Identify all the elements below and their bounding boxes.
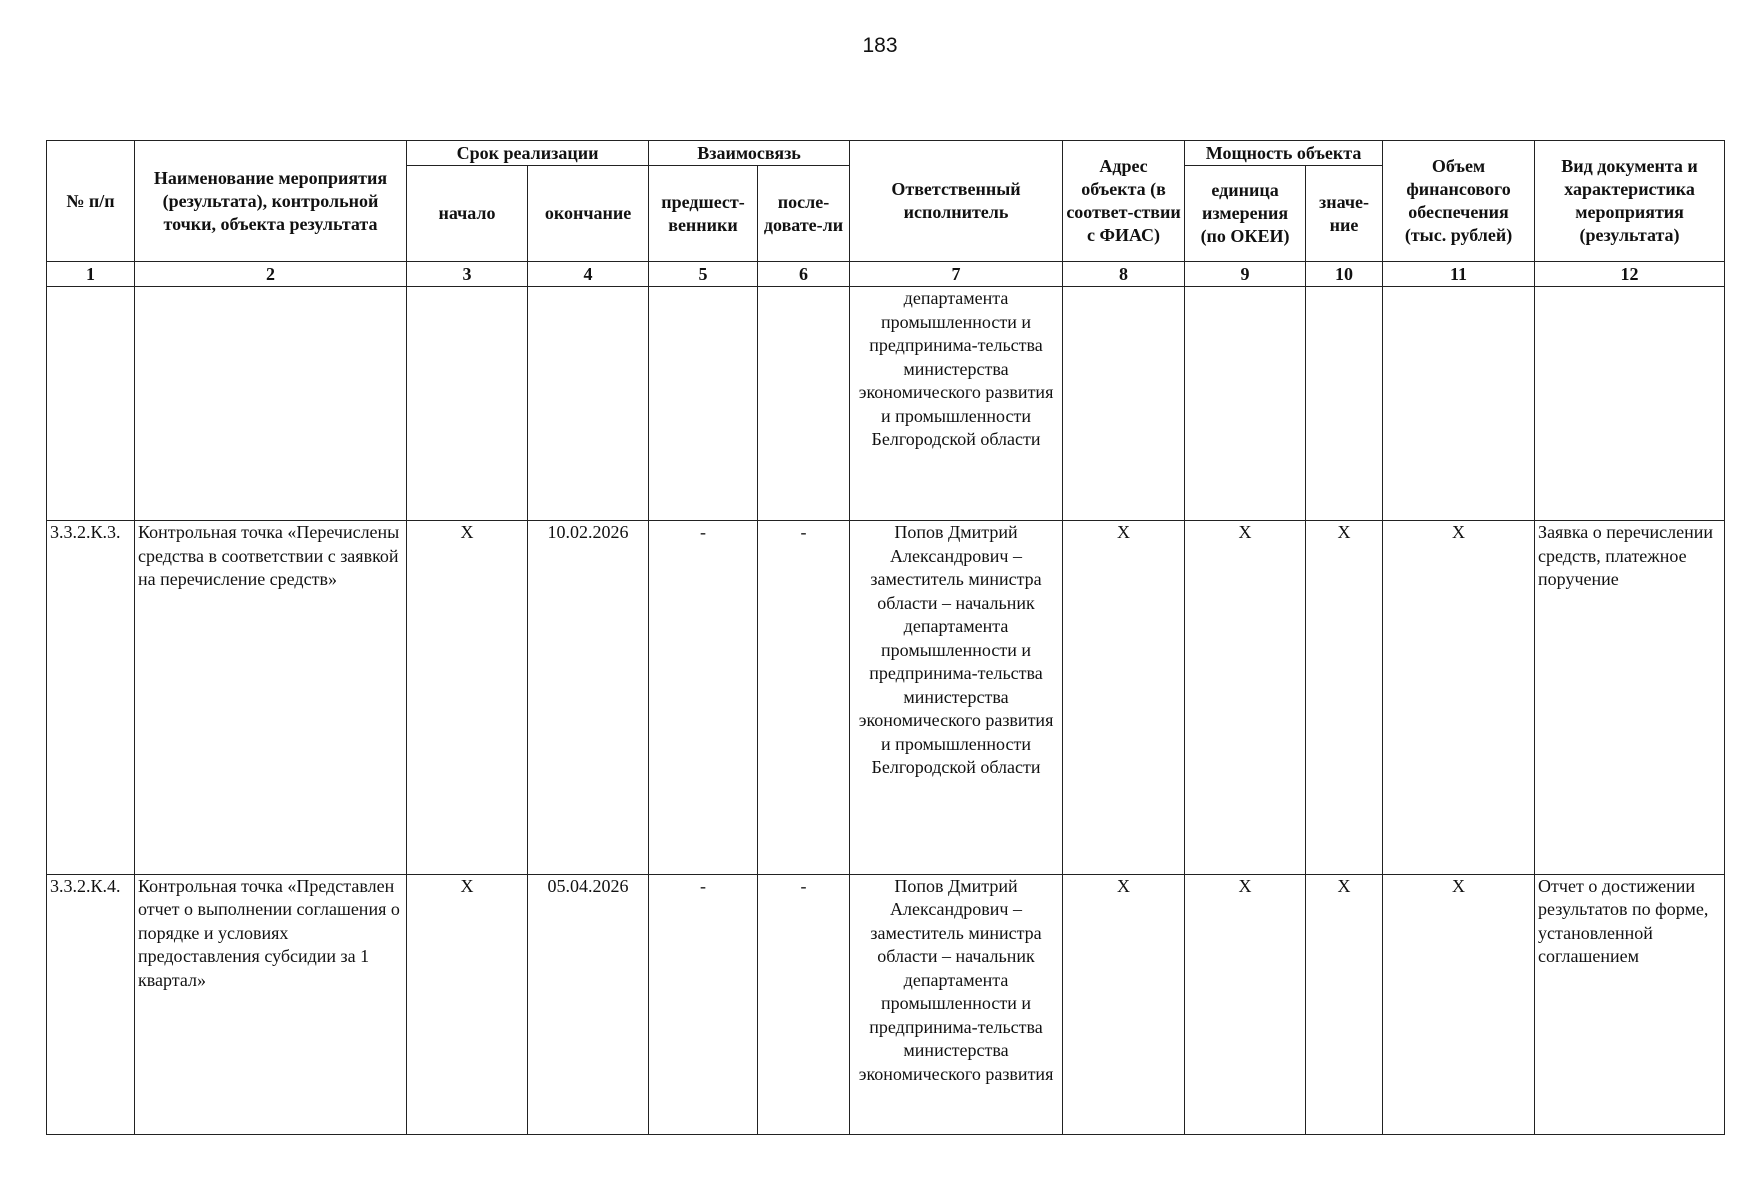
row-address: Х [1063,521,1185,874]
column-number: 3 [407,262,528,287]
row-next: - [758,521,850,874]
column-number: 1 [47,262,135,287]
header-doc-type: Вид документа и характеристика мероприятия (результата) [1535,141,1725,262]
column-number: 6 [758,262,850,287]
row-name: Контрольная точка «Представлен отчет о выполнении соглашения о порядке и условиях предоставления субсидии за 1 квартал» [135,874,407,1134]
header-term: Срок реализации [407,141,649,166]
row-doc: Заявка о перечислении средств, платежное поручение [1535,521,1725,874]
row-executor: Попов Дмитрий Александрович – заместитель министра области – начальник департамента промышленности и предпринима-тельства министерства экономического развития [850,874,1063,1134]
table-row [47,874,1725,1134]
column-number: 10 [1306,262,1383,287]
header-cap-unit: единица измерения (по ОКЕИ) [1185,166,1306,262]
row-prev: - [649,521,758,874]
column-number: 8 [1063,262,1185,287]
column-number: 7 [850,262,1063,287]
row-next: - [758,874,850,1134]
row-value: Х [1306,521,1383,874]
column-number: 5 [649,262,758,287]
header-link-prev: предшест-венники [649,166,758,262]
row-finance: Х [1383,521,1535,874]
header-executor: Ответственный исполнитель [850,141,1063,262]
header-num: № п/п [47,141,135,262]
header-cap-value: значе-ние [1306,166,1383,262]
table-row [47,521,1725,874]
column-number: 12 [1535,262,1725,287]
header-term-start: начало [407,166,528,262]
row-finance: Х [1383,874,1535,1134]
plan-table [46,140,1725,1135]
header-capacity: Мощность объекта [1185,141,1383,166]
column-number: 4 [528,262,649,287]
row-start: Х [407,521,528,874]
row-address: Х [1063,874,1185,1134]
row-number: 3.3.2.К.4. [47,874,135,1134]
header-link: Взаимосвязь [649,141,850,166]
executor-cell: департамента промышленности и предпринима-тельства министерства экономического развития и промышленности Белгородской области [850,287,1063,521]
column-number: 2 [135,262,407,287]
column-number: 11 [1383,262,1535,287]
row-end: 10.02.2026 [528,521,649,874]
row-executor: Попов Дмитрий Александрович – заместитель министра области – начальник департамента промышленности и предпринима-тельства министерства экономического развития и промышленности Белгородской области [850,521,1063,874]
row-start: Х [407,874,528,1134]
table-row-continuation [47,287,1725,521]
header-name: Наименование мероприятия (результата), контрольной точки, объекта результата [135,141,407,262]
header-term-end: окончание [528,166,649,262]
row-doc: Отчет о достижении результатов по форме, установленной соглашением [1535,874,1725,1134]
row-unit: Х [1185,521,1306,874]
header-finance: Объем финансового обеспечения (тыс. рублей) [1383,141,1535,262]
row-number: 3.3.2.К.3. [47,521,135,874]
column-number-row [47,262,1725,287]
row-name: Контрольная точка «Перечислены средства в соответствии с заявкой на перечисление средств» [135,521,407,874]
row-unit: Х [1185,874,1306,1134]
page-number: 183 [862,34,898,57]
header-link-next: после-довате-ли [758,166,850,262]
row-prev: - [649,874,758,1134]
header-address: Адрес объекта (в соответ-ствии с ФИАС) [1063,141,1185,262]
row-value: Х [1306,874,1383,1134]
column-number: 9 [1185,262,1306,287]
row-end: 05.04.2026 [528,874,649,1134]
